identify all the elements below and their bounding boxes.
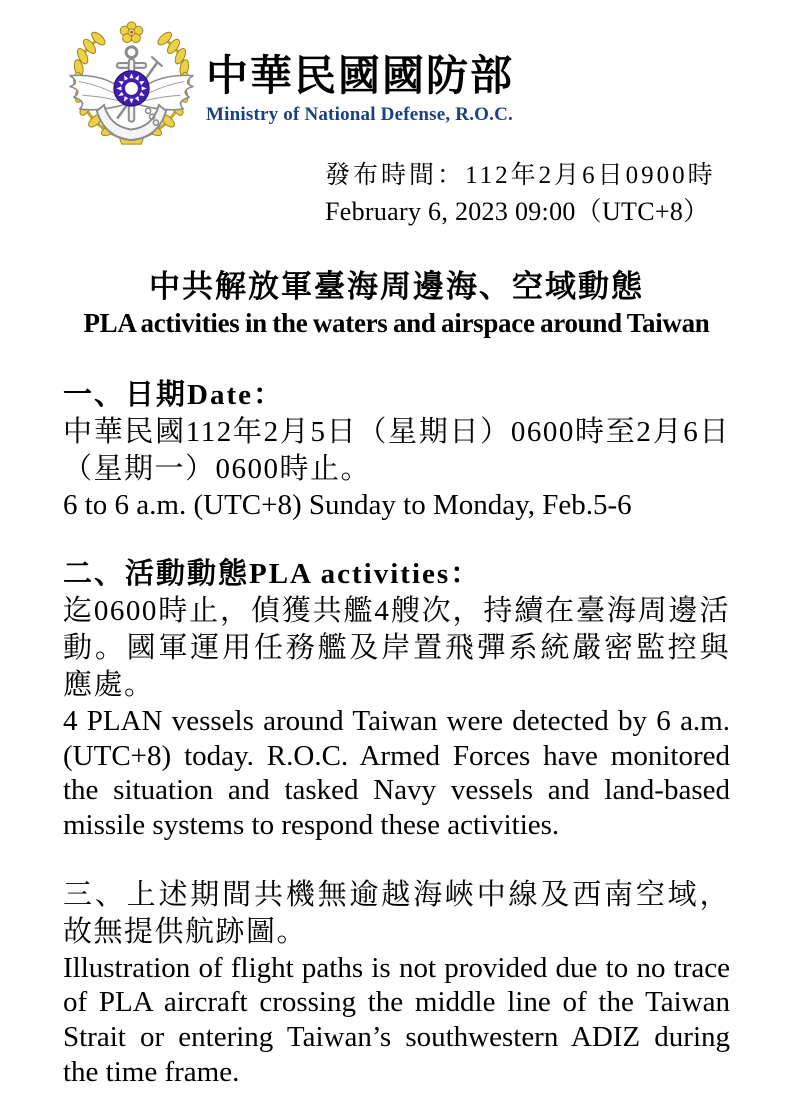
section-activities-text-en: 4 PLAN vessels around Taiwan were detected by 6 a.m.(UTC+8) today. R.O.C. Armed Forces have monitored the situation and tasked Navy vessels and land-based missile systems to respond these activities. <box>63 704 730 842</box>
section-activities-text-zh: 迄0600時止，偵獲共艦4艘次，持續在臺海周邊活動。國軍運用任務艦及岸置飛彈系統嚴密監控與應處。 <box>63 595 730 701</box>
section-flight-paths-text-en: Illustration of flight paths is not provided due to no trace of PLA aircraft crossing the middle line of the Taiwan Strait or entering Taiwan’s southwestern ADIZ during the time frame. <box>63 951 730 1088</box>
mnd-emblem-icon <box>63 20 200 149</box>
section-date-heading: 一、日期Date： <box>63 379 284 412</box>
agency-name-en: Ministry of National Defense, R.O.C. <box>206 104 513 126</box>
section-activities-heading: 二、活動動態PLA activities： <box>63 558 482 591</box>
section-activities <box>63 556 730 843</box>
masthead <box>63 20 730 152</box>
section-date <box>63 377 730 522</box>
report-title-en: PLA activities in the waters and airspace around Taiwan <box>83 308 710 339</box>
report-title-zh: 中共解放軍臺海周邊海、空域動態 <box>149 269 644 305</box>
section-date-text-zh: 中華民國112年2月5日（星期日）0600時至2月6日（星期一）0600時止。 <box>63 416 730 485</box>
release-time-zh: 發布時間：112年2月6日0900時 <box>325 162 716 189</box>
section-flight-paths-text-zh: 三、上述期間共機無逾越海峽中線及西南空域，故無提供航跡圖。 <box>63 878 730 948</box>
agency-titles <box>206 20 514 126</box>
release-time-block <box>325 160 730 228</box>
release-time-en: February 6, 2023 09:00（UTC+8） <box>325 196 710 226</box>
section-flight-paths <box>63 877 730 1090</box>
agency-name-zh: 中華民國國防部 <box>206 54 515 100</box>
section-date-text-en: 6 to 6 a.m. (UTC+8) Sunday to Monday, Feb.5-6 <box>63 488 632 521</box>
